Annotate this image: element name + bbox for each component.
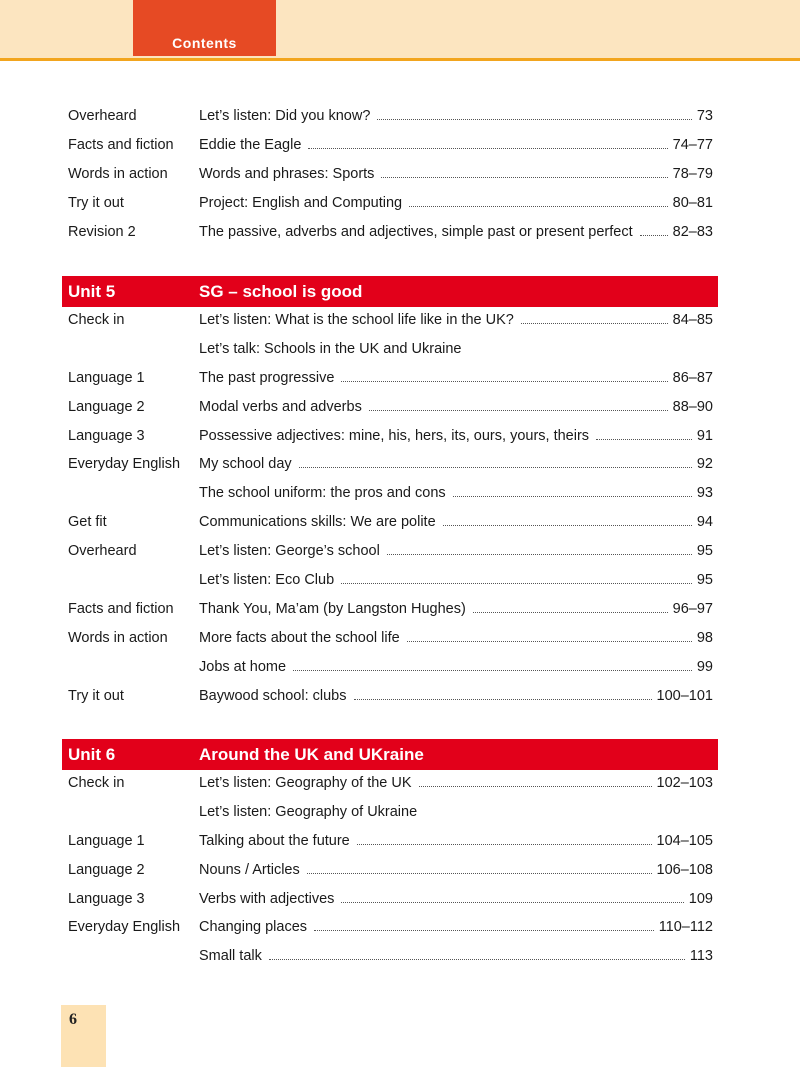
dot-leader	[443, 525, 692, 526]
toc-row-label: Revision 2	[68, 223, 136, 240]
header-band	[0, 0, 800, 58]
toc-entry	[199, 948, 713, 964]
toc-entry-title: Talking about the future	[199, 832, 350, 849]
toc-page-number: 95	[696, 543, 713, 560]
toc-page-number: 80–81	[672, 194, 713, 211]
toc-row-label: Try it out	[68, 194, 124, 211]
toc-entry-title: The school uniform: the pros and cons	[199, 485, 446, 502]
dot-leader	[521, 323, 668, 324]
dot-leader	[407, 641, 692, 642]
unit-header	[62, 276, 718, 307]
dot-leader	[377, 119, 691, 120]
dot-leader	[341, 583, 692, 584]
toc-page-number: 99	[696, 658, 713, 675]
dot-leader	[314, 930, 654, 931]
toc-page-number: 100–101	[656, 687, 713, 704]
dot-leader	[341, 902, 683, 903]
dot-leader	[640, 235, 668, 236]
section-unit6	[62, 739, 718, 972]
toc-page-number: 84–85	[672, 312, 713, 328]
toc-row	[62, 423, 718, 452]
toc-entry-title: The passive, adverbs and adjectives, simple past or present perfect	[199, 223, 633, 240]
toc-entry	[199, 341, 713, 357]
section-unit4-end	[62, 103, 718, 247]
toc-entry	[199, 166, 713, 182]
toc-entry-title: More facts about the school life	[199, 629, 400, 646]
toc-row	[62, 451, 718, 480]
toc-entry	[199, 891, 713, 907]
unit-label: Unit 5	[68, 282, 116, 301]
toc-page-number: 88–90	[672, 398, 713, 415]
toc-entry-title: Small talk	[199, 948, 262, 965]
toc-entry-title: Changing places	[199, 919, 308, 936]
toc-entry-title: Modal verbs and adverbs	[199, 398, 362, 415]
toc-entry-title: Eddie the Eagle	[199, 136, 302, 153]
toc-entry-title: Let’s listen: Geography of Ukraine	[199, 803, 418, 820]
toc-entry	[199, 370, 713, 386]
toc-row	[62, 625, 718, 654]
toc-entry	[199, 804, 713, 820]
toc-page-number: 74–77	[672, 136, 713, 153]
toc-entry-title: Let’s listen: Eco Club	[199, 572, 335, 589]
section-unit5	[62, 276, 718, 711]
toc-entry-title: Possessive adjectives: mine, his, hers, its, ours, yours, theirs	[199, 427, 590, 444]
toc-page-number: 104–105	[656, 832, 713, 849]
toc-row-label: Language 2	[68, 861, 145, 878]
toc-page-number: 93	[696, 485, 713, 502]
page-number: 6	[69, 1011, 77, 1028]
toc-entry	[199, 195, 713, 211]
toc-row-label: Language 2	[68, 398, 145, 415]
toc-page-number: 92	[696, 456, 713, 473]
toc-entry	[199, 485, 713, 501]
header-divider	[0, 58, 800, 61]
toc-entry-title: Baywood school: clubs	[199, 687, 347, 704]
toc-entry-title: Nouns / Articles	[199, 861, 300, 878]
toc-entry	[199, 630, 713, 646]
toc-row-label: Everyday English	[68, 919, 181, 936]
toc-page-number: 109	[688, 890, 713, 907]
toc-row	[62, 190, 718, 219]
toc-entry	[199, 572, 713, 588]
dot-leader	[473, 612, 668, 613]
toc-page-number: 95	[696, 572, 713, 589]
toc-entry	[199, 428, 713, 444]
toc-row-label: Language 3	[68, 890, 145, 907]
toc-page-number: 102–103	[656, 775, 713, 791]
unit-title: SG – school is good	[199, 282, 363, 301]
toc-page-number: 96–97	[672, 600, 713, 617]
toc-entry	[199, 514, 713, 530]
toc-entry-title: Thank You, Ma’am (by Langston Hughes)	[199, 600, 466, 617]
toc-page-number: 82–83	[672, 223, 713, 240]
toc-page-number: 110–112	[658, 919, 713, 936]
page-number-box	[61, 1005, 106, 1067]
dot-leader	[596, 439, 692, 440]
toc-row	[62, 770, 718, 799]
toc-row	[62, 943, 718, 972]
toc-row	[62, 336, 718, 365]
dot-leader	[419, 786, 652, 787]
toc-entry-title: Let’s listen: What is the school life like in the UK?	[199, 312, 514, 328]
toc-row-label: Try it out	[68, 687, 124, 704]
dot-leader	[369, 410, 668, 411]
dot-leader	[409, 206, 668, 207]
toc-row-label: Words in action	[68, 165, 168, 182]
toc-entry-title: Words and phrases: Sports	[199, 165, 375, 182]
toc-page-number: 94	[696, 514, 713, 531]
toc-row-label: Overheard	[68, 108, 137, 124]
toc-row-label: Check in	[68, 775, 125, 791]
contents-tab-label: Contents	[172, 35, 237, 51]
toc-entry	[199, 833, 713, 849]
toc-row-label: Language 3	[68, 427, 145, 444]
toc-entry	[199, 919, 713, 935]
toc-row-label: Get fit	[68, 514, 107, 531]
toc-page-number: 78–79	[672, 165, 713, 182]
toc-row	[62, 654, 718, 683]
toc-entry	[199, 399, 713, 415]
toc-entry	[199, 659, 713, 675]
toc-row-label: Facts and fiction	[68, 136, 174, 153]
toc-row	[62, 857, 718, 886]
toc-row	[62, 886, 718, 915]
toc-entry-title: Let’s listen: Geography of the UK	[199, 775, 412, 791]
toc-row	[62, 103, 718, 132]
toc-row	[62, 394, 718, 423]
toc-row	[62, 596, 718, 625]
dot-leader	[269, 959, 685, 960]
toc-entry-title: Let’s talk: Schools in the UK and Ukraine	[199, 340, 462, 357]
toc-entry-title: My school day	[199, 456, 292, 473]
toc-entry-title: Jobs at home	[199, 658, 287, 675]
dot-leader	[387, 554, 692, 555]
toc-entry-title: Let’s listen: George’s school	[199, 543, 380, 560]
toc-entry-title: The past progressive	[199, 369, 335, 386]
toc-row	[62, 538, 718, 567]
unit-header	[62, 739, 718, 770]
dot-leader	[293, 670, 692, 671]
dot-leader	[299, 467, 692, 468]
toc-row	[62, 132, 718, 161]
toc-page-number: 86–87	[672, 369, 713, 386]
toc-page-number: 91	[696, 427, 713, 444]
unit-label: Unit 6	[68, 745, 116, 764]
dot-leader	[453, 496, 692, 497]
toc-row	[62, 219, 718, 248]
toc-row	[62, 828, 718, 857]
dot-leader	[381, 177, 667, 178]
toc-row-label: Language 1	[68, 369, 145, 386]
unit-title: Around the UK and UKraine	[199, 745, 424, 764]
toc-entry-title: Project: English and Computing	[199, 194, 403, 211]
toc-entry	[199, 775, 713, 791]
dot-leader	[357, 844, 652, 845]
toc-row	[62, 914, 718, 943]
toc-entry	[199, 601, 713, 617]
toc-row	[62, 509, 718, 538]
toc-entry	[199, 456, 713, 472]
toc-row-label: Overheard	[68, 543, 137, 560]
contents-tab	[133, 0, 276, 56]
toc-row	[62, 567, 718, 596]
toc-entry	[199, 862, 713, 878]
toc-entry-title: Communications skills: We are polite	[199, 514, 436, 531]
toc-entry	[199, 688, 713, 704]
toc-page-number: 98	[696, 629, 713, 646]
dot-leader	[341, 381, 667, 382]
dot-leader	[307, 873, 652, 874]
toc-row-label: Check in	[68, 312, 125, 328]
dot-leader	[308, 148, 667, 149]
toc-entry	[199, 137, 713, 153]
toc-page-number: 113	[689, 948, 713, 965]
toc-entry	[199, 224, 713, 240]
toc-row-label: Language 1	[68, 832, 145, 849]
toc-row-label: Words in action	[68, 629, 168, 646]
toc-entry-title: Verbs with adjectives	[199, 890, 335, 907]
toc-entry-title: Let’s listen: Did you know?	[199, 108, 371, 124]
toc-entry	[199, 312, 713, 328]
toc-row	[62, 683, 718, 712]
toc-row	[62, 365, 718, 394]
toc-entry	[199, 108, 713, 124]
toc-row	[62, 480, 718, 509]
toc-entry	[199, 543, 713, 559]
toc-row-label: Everyday English	[68, 456, 181, 473]
dot-leader	[354, 699, 652, 700]
toc-row	[62, 161, 718, 190]
toc-row-label: Facts and fiction	[68, 600, 174, 617]
toc-row	[62, 307, 718, 336]
toc-page-number: 73	[696, 108, 713, 124]
toc-row	[62, 799, 718, 828]
toc-page-number: 106–108	[656, 861, 713, 878]
